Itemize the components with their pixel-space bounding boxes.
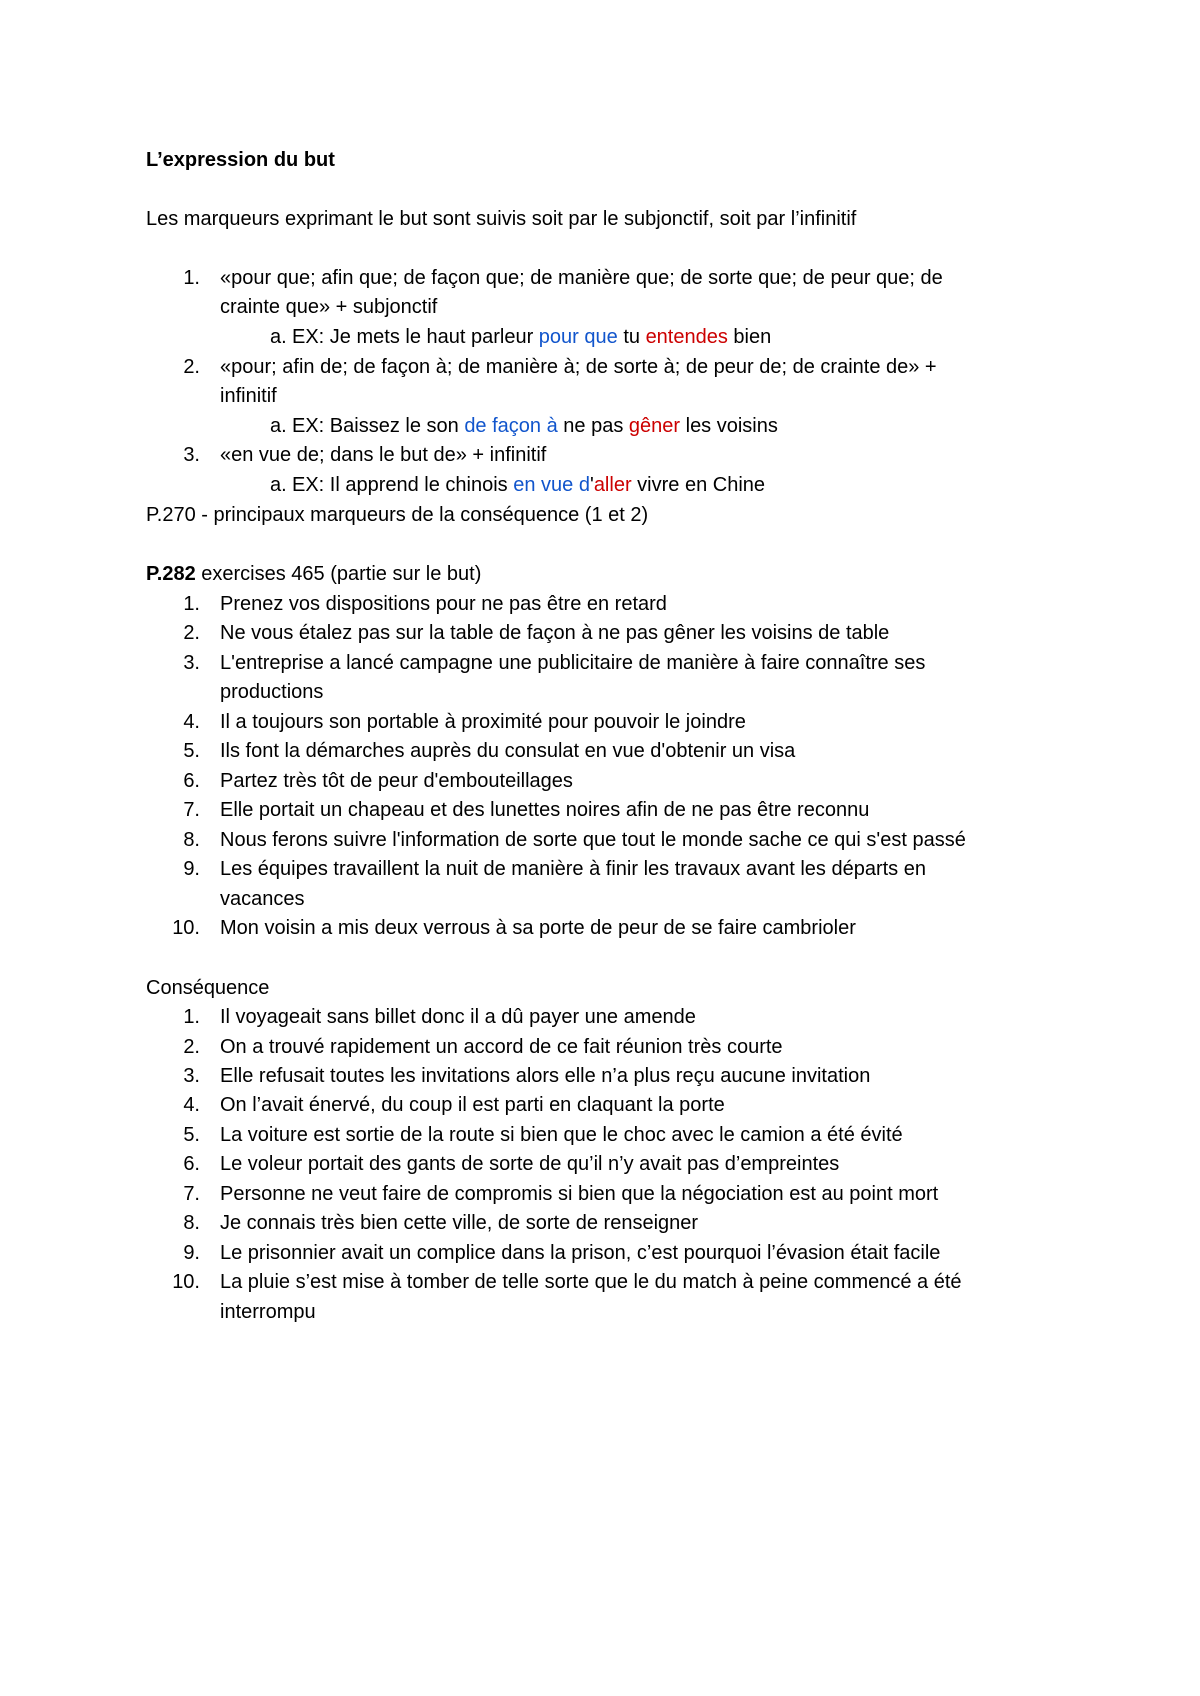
consequence-text: On l’avait énervé, du coup il est parti en claquant la porte — [220, 1094, 725, 1116]
consequence-heading: Conséquence — [146, 977, 270, 999]
consequence-text: La voiture est sortie de la route si bien que le choc avec le camion a été évité — [220, 1124, 903, 1146]
example-letter: a. — [270, 326, 287, 348]
exercise-number: 8. — [183, 829, 200, 851]
consequence-number: 9. — [183, 1242, 200, 1264]
consequence-text: Elle refusait toutes les invitations alors elle n’a plus reçu aucune invitation — [220, 1065, 871, 1087]
exercise-heading: P.282 exercises 465 (partie sur le but) — [146, 563, 482, 585]
rule-number: 2. — [183, 356, 200, 378]
consequence-number: 7. — [183, 1183, 200, 1205]
consequence-number: 4. — [183, 1094, 200, 1116]
exercise-number: 3. — [183, 652, 200, 674]
consequence-text: La pluie s’est mise à tomber de telle sorte que le du match à peine commencé a été — [220, 1271, 962, 1293]
exercise-text: productions — [220, 681, 324, 703]
exercise-text: Nous ferons suivre l'information de sorte que tout le monde sache ce qui s'est passé — [220, 829, 966, 851]
example-text: EX: Baissez le son de façon à ne pas gêner les voisins — [292, 415, 778, 437]
exercise-number: 9. — [183, 858, 200, 880]
rule-text: «pour; afin de; de façon à; de manière à; de sorte à; de peur de; de crainte de» + — [220, 356, 937, 378]
example-text: EX: Je mets le haut parleur pour que tu entendes bien — [292, 326, 772, 348]
exercise-number: 4. — [183, 711, 200, 733]
rule-text: infinitif — [220, 385, 277, 407]
consequence-number: 8. — [183, 1212, 200, 1234]
exercise-text: Ils font la démarches auprès du consulat en vue d'obtenir un visa — [220, 740, 796, 762]
example-text: EX: Il apprend le chinois en vue d'aller vivre en Chine — [292, 474, 766, 496]
exercise-number: 10. — [172, 917, 200, 939]
exercise-text: Mon voisin a mis deux verrous à sa porte de peur de se faire cambrioler — [220, 917, 856, 939]
exercise-text: L'entreprise a lancé campagne une publicitaire de manière à faire connaître ses — [220, 652, 926, 674]
consequence-text: Le prisonnier avait un complice dans la prison, c’est pourquoi l’évasion était facile — [220, 1242, 941, 1264]
exercise-number: 6. — [183, 770, 200, 792]
consequence-text: Personne ne veut faire de compromis si bien que la négociation est au point mort — [220, 1183, 939, 1205]
consequence-text: On a trouvé rapidement un accord de ce fait réunion très courte — [220, 1036, 783, 1058]
exercise-number: 2. — [183, 622, 200, 644]
consequence-text: Je connais très bien cette ville, de sorte de renseigner — [220, 1212, 699, 1234]
consequence-number: 3. — [183, 1065, 200, 1087]
exercise-number: 1. — [183, 593, 200, 615]
exercise-text: Il a toujours son portable à proximité pour pouvoir le joindre — [220, 711, 746, 733]
rule-number: 3. — [183, 444, 200, 466]
consequence-number: 6. — [183, 1153, 200, 1175]
consequence-text: interrompu — [220, 1301, 316, 1323]
exercise-text: Elle portait un chapeau et des lunettes noires afin de ne pas être reconnu — [220, 799, 870, 821]
rule-text: «pour que; afin que; de façon que; de manière que; de sorte que; de peur que; de — [220, 267, 943, 289]
consequence-number: 10. — [172, 1271, 200, 1293]
rule-text: «en vue de; dans le but de» + infinitif — [220, 444, 547, 466]
example-letter: a. — [270, 415, 287, 437]
exercise-number: 5. — [183, 740, 200, 762]
reference-line: P.270 - principaux marqueurs de la conséquence (1 et 2) — [146, 504, 649, 526]
intro-text: Les marqueurs exprimant le but sont suivis soit par le subjonctif, soit par l’infinitif — [146, 208, 857, 230]
doc-title: L’expression du but — [146, 149, 335, 171]
consequence-number: 5. — [183, 1124, 200, 1146]
exercise-text: Ne vous étalez pas sur la table de façon à ne pas gêner les voisins de table — [220, 622, 890, 644]
consequence-number: 2. — [183, 1036, 200, 1058]
exercise-text: vacances — [220, 888, 305, 910]
consequence-number: 1. — [183, 1006, 200, 1028]
rule-number: 1. — [183, 267, 200, 289]
consequence-text: Il voyageait sans billet donc il a dû payer une amende — [220, 1006, 696, 1028]
exercise-text: Prenez vos dispositions pour ne pas être en retard — [220, 593, 667, 615]
exercise-text: Partez très tôt de peur d'embouteillages — [220, 770, 573, 792]
exercise-text: Les équipes travaillent la nuit de manière à finir les travaux avant les départs en — [220, 858, 926, 880]
consequence-text: Le voleur portait des gants de sorte de qu’il n’y avait pas d’empreintes — [220, 1153, 840, 1175]
example-letter: a. — [270, 474, 287, 496]
exercise-number: 7. — [183, 799, 200, 821]
rule-text: crainte que» + subjonctif — [220, 296, 438, 318]
